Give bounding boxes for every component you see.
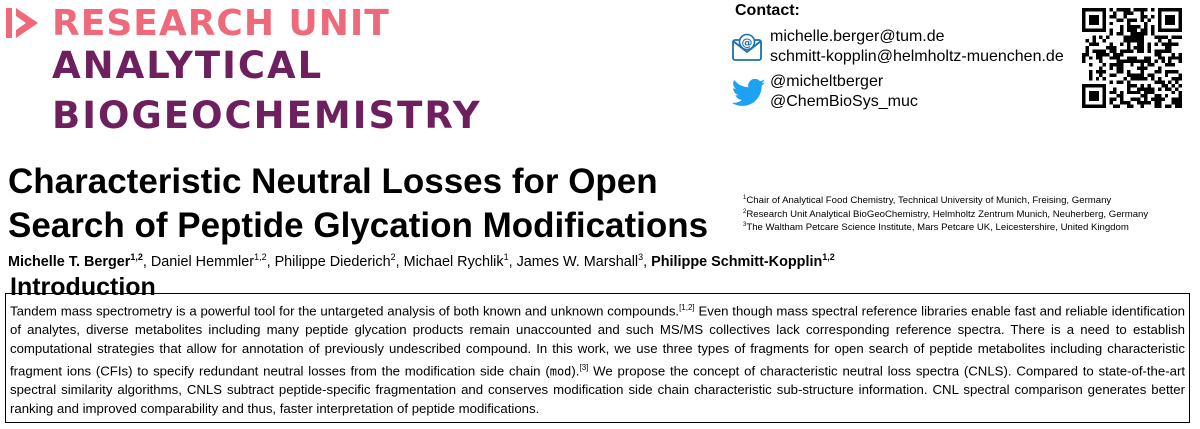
author-5-name: James W. Marshall [516,253,639,270]
contact-label: Contact: [735,2,800,19]
author-6 [651,254,835,270]
contact-email-2[interactable]: schmitt-kopplin@helmholtz-muenchen.de [770,48,1064,65]
affiliation-3-text: The Waltham Petcare Science Institute, Mars Petcare UK, Leicestershire, United Kingdom [746,222,1129,234]
author-2-sup: 1,2 [254,252,267,262]
intro-ref-1: [1,2] [679,303,695,312]
introduction-heading: Introduction [10,273,156,301]
introduction-body [5,293,1190,423]
affiliation-2 [743,207,1193,221]
contact-twitter [770,72,918,112]
research-unit-logo [6,0,482,137]
twitter-handle-2[interactable]: @ChemBioSys_muc [770,93,918,110]
intro-text-3: ). [571,363,580,379]
author-5 [517,254,644,270]
author-2-name: Daniel Hemmler [150,253,255,270]
logo-text-line2: ANALYTICAL [52,44,324,87]
author-5-sup: 3 [638,252,644,262]
affiliation-2-num: 2 [743,208,747,215]
author-6-name: Philippe Schmitt-Kopplin [651,253,823,270]
author-list: Michelle T. Berger$^{1,2}$, Daniel Hemmler$^{1,2}$, Philippe Diederich$^2$, Michael Rychlik$^1$, James W. Marshall$^3$, Philippe Schmitt-Kopplin$^{1,2}$ [8,252,835,270]
svg-text:@: @ [741,36,753,49]
logo-mark-icon [6,6,40,40]
contact-email-1[interactable]: michelle.berger@tum.de [770,28,945,45]
twitter-handle-1[interactable]: @micheltberger [770,73,884,90]
author-4-name: Michael Rychlik [403,253,504,270]
intro-text-2: Even though mass spectral reference libraries enable fast and reliable identification of analytes, diverse metabolites including many peptide glycation products remain unaccounted and such MS/MS collectives lack corresponding reference spectra. There is a need to establish computational strategies that allow for annotation of previously undescribed compound. In this work, we use three types of fragments for open search of peptide metabolites including characteristic fragment ions (CFIs) to specify redundant neutral losses from the modification side chain ( [10,303,1185,379]
logo-line-research-unit [6,0,390,46]
affiliation-1 [743,193,1193,207]
author-6-sup: 1,2 [822,252,835,262]
affiliation-2-text: Research Unit Analytical BioGeoChemistry, Helmholtz Zentrum Munich, Neuherberg, Germany [746,208,1149,220]
author-4 [404,254,509,270]
author-4-sup: 1 [503,252,509,262]
author-1-sup: 1,2 [130,252,143,262]
affiliation-1-text: Chair of Analytical Food Chemistry, Technical University of Munich, Freising, Germany [746,195,1112,207]
logo-text-line1: RESEARCH UNIT [52,2,390,44]
affiliation-1-num: 1 [743,195,747,201]
affiliations [743,193,1193,234]
author-1 [8,254,143,270]
intro-ref-2: [3] [579,362,589,372]
poster-title [8,160,748,248]
affiliation-3-num: 3 [743,222,747,229]
intro-mod-term: mod [549,364,572,379]
author-3 [275,254,396,270]
email-icon [732,32,762,62]
author-3-name: Philippe Diederich [274,253,391,270]
logo-text-line3: BIOGEOCHEMISTRY [52,94,482,137]
title-line-2: Search of Peptide Glycation Modifications [8,206,709,245]
qr-code [1082,8,1182,108]
intro-text-1: Tandem mass spectrometry is a powerful tool for the untargeted analysis of both known and unknown compounds. [10,303,680,319]
title-line-1: Characteristic Neutral Losses for Open [8,162,658,201]
author-2 [151,254,267,270]
author-3-sup: 2 [390,252,396,262]
affiliation-3 [743,220,1193,234]
contact-emails [770,27,1064,67]
twitter-bird-icon [732,78,766,108]
intro-text-4: We propose the concept of characteristic neutral loss spectra (CNLS). Compared to state-of-the-art spectral similarity algorithms, CNLS subtract peptide-specific fragmentation and conserves modification side chain characteristic sub-structure information. CNL spectral comparison generates better ranking and improved comparability and thus, faster interpretation of peptide modifications. [10,363,1186,416]
author-1-name: Michelle T. Berger [8,253,131,270]
